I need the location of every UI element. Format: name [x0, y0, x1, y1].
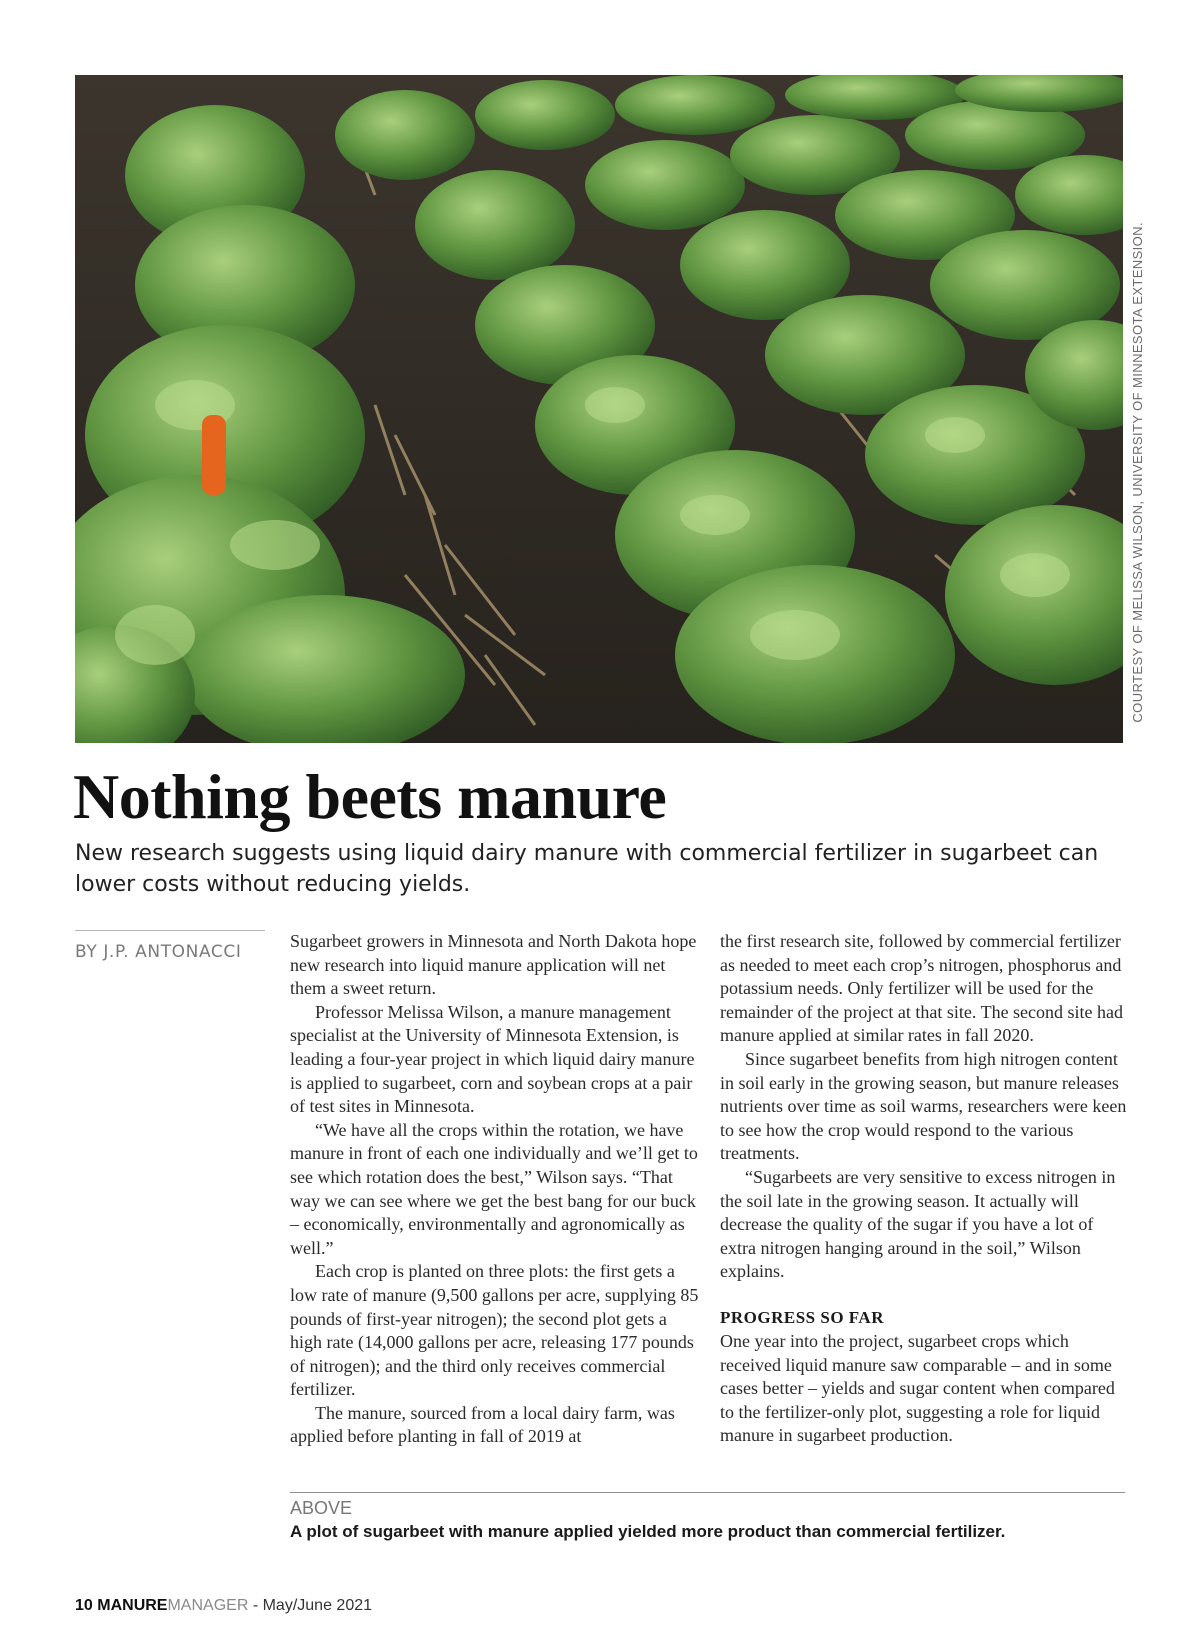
body-paragraph: Each crop is planted on three plots: the first gets a low rate of manure (9,500 gallons per acre, supplying 85 pounds of first-year nitrogen); the second plot gets a high rate (14,000 gallons per acre, releasing 177 pounds of nitrogen); and the third only receives commercial fertilizer.	[290, 1261, 699, 1400]
article-deck: New research suggests using liquid dairy manure with commercial fertilizer in sugarbeet can lower costs without reducing yields.	[75, 841, 1099, 897]
issue-date: - May/June 2021	[252, 1597, 373, 1614]
body-paragraph: One year into the project, sugarbeet crops which received liquid manure saw comparable – and in some cases better – yields and sugar content when compared to the fertilizer-only plot, suggesting a role for liquid manure in sugarbeet production.	[720, 1330, 1115, 1446]
sugarbeet-field-illustration	[75, 75, 1123, 743]
body-paragraph: The manure, sourced from a local dairy farm, was applied before planting in fall of 2019 at	[290, 1402, 675, 1447]
body-paragraph: Professor Melissa Wilson, a manure management specialist at the University of Minnesota Extension, is leading a four-year project in which liquid dairy manure is applied to sugarbeet, corn and soybean crops at a pair of test sites in Minnesota.	[290, 1001, 695, 1117]
caption-label: ABOVE	[290, 1498, 353, 1518]
article-column-1	[290, 930, 700, 1449]
magazine-name-light: MANAGER	[167, 1597, 249, 1614]
page-footer	[75, 1597, 372, 1615]
photo-credit: COURTESY OF MELISSA WILSON, UNIVERSITY OF MINNESOTA EXTENSION.	[1130, 222, 1145, 723]
page-number: 10	[75, 1597, 93, 1614]
body-paragraph: “We have all the crops within the rotation, we have manure in front of each one individually and we’ll get to see which rotation does the best,” Wilson says. “That way we can see where we get the best bang for our buck – economically, environmentally and agronomically as well.”	[290, 1119, 698, 1258]
caption-text: A plot of sugarbeet with manure applied yielded more product than commercial fertilizer.	[290, 1522, 1006, 1541]
magazine-name-bold: MANURE	[97, 1597, 168, 1614]
body-paragraph: Sugarbeet growers in Minnesota and North Dakota hope new research into liquid manure application will net them a sweet return.	[290, 931, 697, 999]
article-title: Nothing beets manure	[73, 761, 667, 832]
article-column-2	[720, 930, 1130, 1448]
sugarbeet-field-photo	[75, 75, 1123, 743]
byline-divider	[75, 930, 265, 931]
body-paragraph: Since sugarbeet benefits from high nitrogen content in soil early in the growing season, but manure releases nutrients over time as soil warms, researchers were keen to see how the crop would respond to the various treatments.	[720, 1048, 1127, 1164]
body-paragraph: the first research site, followed by commercial fertilizer as needed to meet each crop’s nitrogen, phosphorus and potassium needs. Only fertilizer will be used for the remainder of the project at that site. The second site had manure applied at similar rates in fall 2020.	[720, 931, 1124, 1046]
plot-stake	[202, 415, 226, 495]
caption-divider	[290, 1492, 1125, 1493]
body-paragraph: “Sugarbeets are very sensitive to excess nitrogen in the soil late in the growing season. It actually will decrease the quality of the sugar if you have a lot of extra nitrogen hanging around in the soil,” Wilson explains.	[720, 1166, 1116, 1282]
byline: BY J.P. ANTONACCI	[75, 942, 242, 962]
section-subhead: PROGRESS SO FAR	[720, 1307, 884, 1327]
